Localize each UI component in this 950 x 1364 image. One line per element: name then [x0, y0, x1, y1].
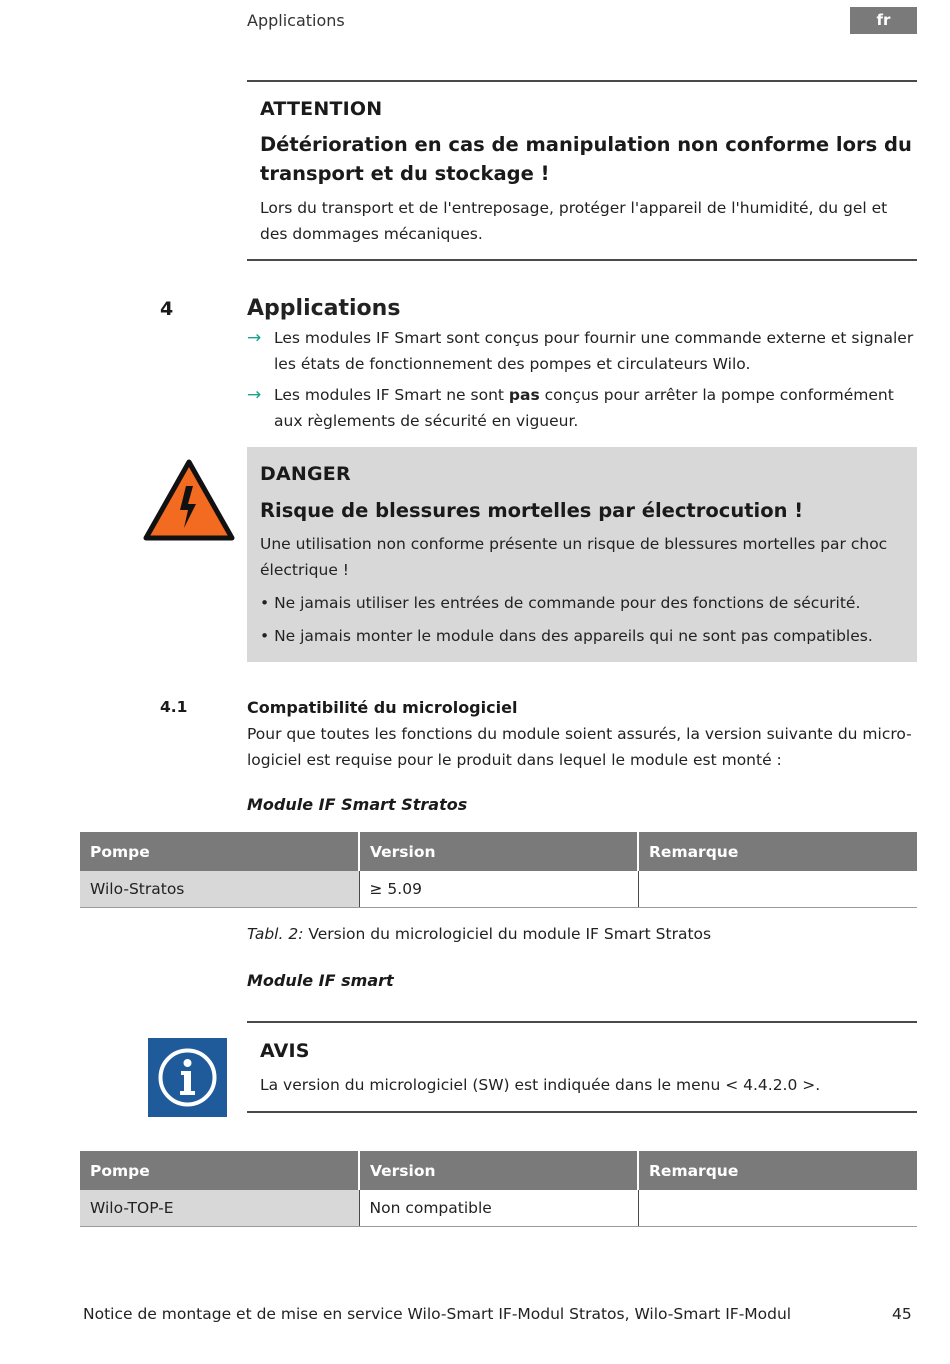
arrow-right-icon: →	[247, 328, 262, 348]
cell-remarque	[638, 1190, 917, 1227]
subsection-title: Compatibilité du micrologiciel	[247, 698, 518, 717]
cell-version: Non compatible	[359, 1190, 638, 1227]
bullet-text-line: les états de fonctionnement des pompes et circulateurs Wilo.	[274, 355, 751, 373]
col-version: Version	[359, 832, 638, 871]
col-remarque: Remarque	[638, 832, 917, 871]
subsection-number: 4.1	[160, 698, 188, 716]
attention-bottom-rule	[247, 259, 917, 261]
danger-body-1: Une utilisation non conforme présente un risque de blessures mortelles par choc	[260, 535, 888, 553]
firmware-table-stratos	[80, 832, 917, 908]
danger-item-1: • Ne jamais utiliser les entrées de commande pour des fonctions de sécurité.	[260, 594, 861, 612]
col-version: Version	[359, 1151, 638, 1190]
attention-body-2: des dommages mécaniques.	[260, 225, 483, 243]
info-icon	[148, 1038, 227, 1117]
attention-top-rule	[247, 80, 917, 82]
danger-subtitle: Risque de blessures mortelles par électrocution !	[260, 499, 804, 522]
avis-heading: AVIS	[260, 1040, 310, 1062]
attention-subtitle-2: transport et du stockage !	[260, 162, 550, 185]
table-header-row	[80, 832, 917, 871]
arrow-right-icon: →	[247, 385, 262, 405]
avis-body: La version du micrologiciel (SW) est indiquée dans le menu < 4.4.2.0 >.	[260, 1076, 821, 1094]
cell-version: ≥ 5.09	[359, 871, 638, 908]
section-number: 4	[160, 298, 174, 320]
bullet-text-line: Les modules IF Smart ne sont pas conçus pour arrêter la pompe conformément	[274, 386, 894, 404]
table1-caption: Tabl. 2: Version du micrologiciel du module IF Smart Stratos	[247, 925, 712, 943]
bullet-text-line: Les modules IF Smart sont conçus pour fournir une commande externe et signaler	[274, 329, 914, 347]
attention-subtitle-1: Détérioration en cas de manipulation non conforme lors du	[260, 133, 912, 156]
table-row	[80, 1190, 917, 1227]
table2-heading: Module IF smart	[247, 971, 394, 990]
subsection-body-1: Pour que toutes les fonctions du module soient assurés, la version suivante du micro-	[247, 725, 912, 743]
list-item	[247, 382, 917, 434]
footer-text: Notice de montage et de mise en service Wilo-Smart IF-Modul Stratos, Wilo-Smart IF-Modul	[83, 1305, 792, 1323]
bullet-text-line: aux règlements de sécurité en vigueur.	[274, 412, 579, 430]
attention-heading: ATTENTION	[260, 98, 383, 120]
running-header: Applications	[247, 11, 345, 30]
avis-top-rule	[247, 1021, 917, 1023]
cell-pompe: Wilo-Stratos	[80, 871, 359, 908]
danger-heading: DANGER	[260, 463, 351, 485]
list-item	[247, 325, 917, 377]
cell-remarque	[638, 871, 917, 908]
cell-pompe: Wilo-TOP-E	[80, 1190, 359, 1227]
attention-body-1: Lors du transport et de l'entreposage, protéger l'appareil de l'humidité, du gel et	[260, 199, 888, 217]
subsection-body-2: logiciel est requise pour le produit dans lequel le module est monté :	[247, 751, 782, 769]
language-badge: fr	[850, 7, 917, 34]
danger-body-2: électrique !	[260, 561, 349, 579]
col-remarque: Remarque	[638, 1151, 917, 1190]
electric-hazard-warning-icon	[142, 458, 236, 544]
avis-bottom-rule	[247, 1111, 917, 1113]
table1-heading: Module IF Smart Stratos	[247, 795, 468, 814]
col-pompe: Pompe	[80, 1151, 359, 1190]
firmware-table-ifsmart	[80, 1151, 917, 1227]
table-row	[80, 871, 917, 908]
danger-item-2: • Ne jamais monter le module dans des appareils qui ne sont pas compatibles.	[260, 627, 873, 645]
page-number: 45	[892, 1305, 912, 1323]
col-pompe: Pompe	[80, 832, 359, 871]
table-header-row	[80, 1151, 917, 1190]
section-title: Applications	[247, 296, 401, 321]
